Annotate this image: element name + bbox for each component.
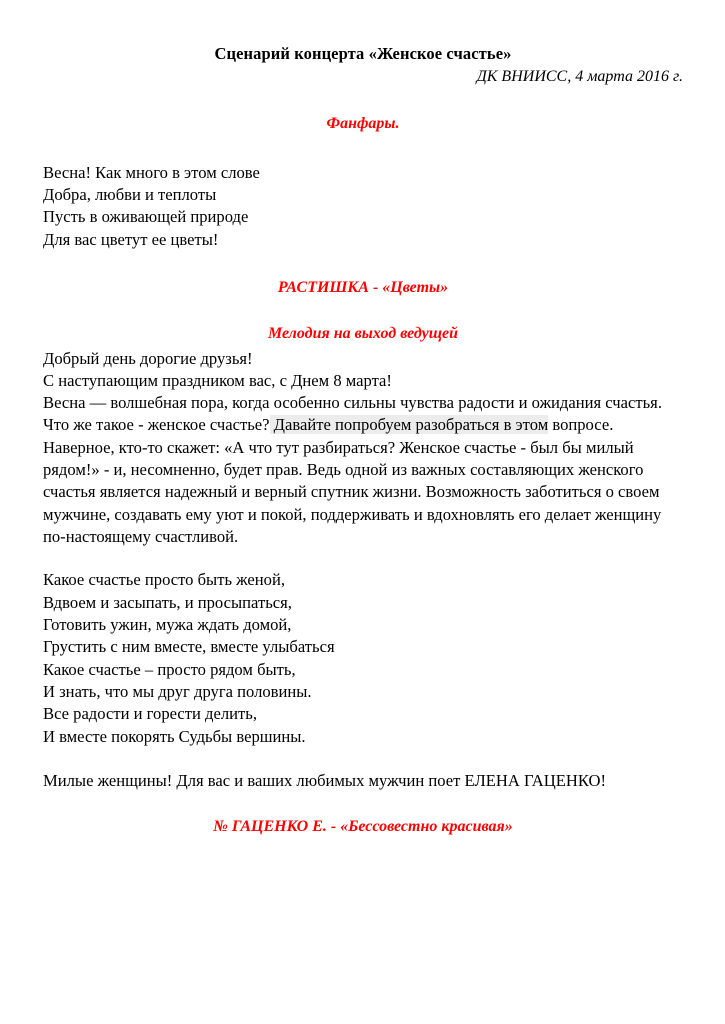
stanza-line: Добра, любви и теплоты (43, 185, 217, 205)
cue-melodiya-block (43, 324, 683, 345)
cue-rastishka-block (43, 278, 683, 299)
document-subtitle-venue-date: ДК ВНИИСС, 4 марта 2016 г. (476, 68, 683, 86)
cue-gacenko: № ГАЦЕНКО Е. - «Бессовестно красивая» (213, 818, 513, 836)
stanza-line: Весна! Как много в этом слове (43, 162, 260, 182)
stanza-wife (43, 569, 683, 748)
speech-highlighted-text: Давайте попробуем разобраться в этом (269, 415, 549, 435)
speech-paragraph-reflection: Наверное, кто-то скажет: «А что тут разбираться? Женское счастье - был бы милый рядом!» - и, несомненно, будет прав. Ведь одной из важных составляющих женского счастья является надежный и верный спутник жизни. Возможность заботиться о своем мужчине, создавать ему уют и покой, поддерживать и вдохновлять его делает женщину по-настоящему счастливой. (43, 437, 662, 547)
speech-question-tail: вопросе. (548, 415, 614, 435)
stanza-line: Какое счастье – просто рядом быть, (43, 659, 296, 679)
stanza-line: Для вас цветут ее цветы! (43, 229, 219, 249)
stanza-line: И знать, что мы друг друга половины. (43, 681, 312, 701)
stanza-line: И вместе покорять Судьбы вершины. (43, 726, 306, 746)
closing-paragraph: Милые женщины! Для вас и ваших любимых мужчин поет ЕЛЕНА ГАЦЕНКО! (43, 770, 607, 790)
closing-announcement (43, 770, 683, 792)
cue-rastishka: РАСТИШКА - «Цветы» (277, 278, 449, 296)
speech-line-holiday: С наступающим праздником вас, с Днем 8 марта! (43, 370, 392, 390)
speech-paragraph-spring: Весна — волшебная пора, когда особенно сильны чувства радости и ожидания счастья. (43, 393, 662, 413)
stanza-line: Грустить с ним вместе, вместе улыбаться (43, 637, 335, 657)
speech-line-greeting: Добрый день дорогие друзья! (43, 348, 253, 368)
cue-fanfary: Фанфары. (326, 114, 400, 132)
cue-melodiya: Мелодия на выход ведущей (267, 324, 459, 342)
stanza-line: Вдвоем и засыпать, и просыпаться, (43, 592, 292, 612)
stanza-line: Все радости и горести делить, (43, 704, 257, 724)
stanza-line: Какое счастье просто быть женой, (43, 570, 285, 590)
speech-paragraph-question (43, 414, 683, 436)
host-speech (43, 348, 683, 549)
cue-gacenko-block (43, 817, 683, 838)
stanza-line: Готовить ужин, мужа ждать домой, (43, 614, 292, 634)
speech-question-text: Что же такое - женское счастье? (43, 415, 270, 435)
stanza-line: Пусть в оживающей природе (43, 207, 249, 227)
stanza-spring (43, 162, 683, 251)
cue-fanfary-block (43, 114, 683, 135)
page-title: Сценарий концерта «Женское счастье» (214, 44, 512, 63)
